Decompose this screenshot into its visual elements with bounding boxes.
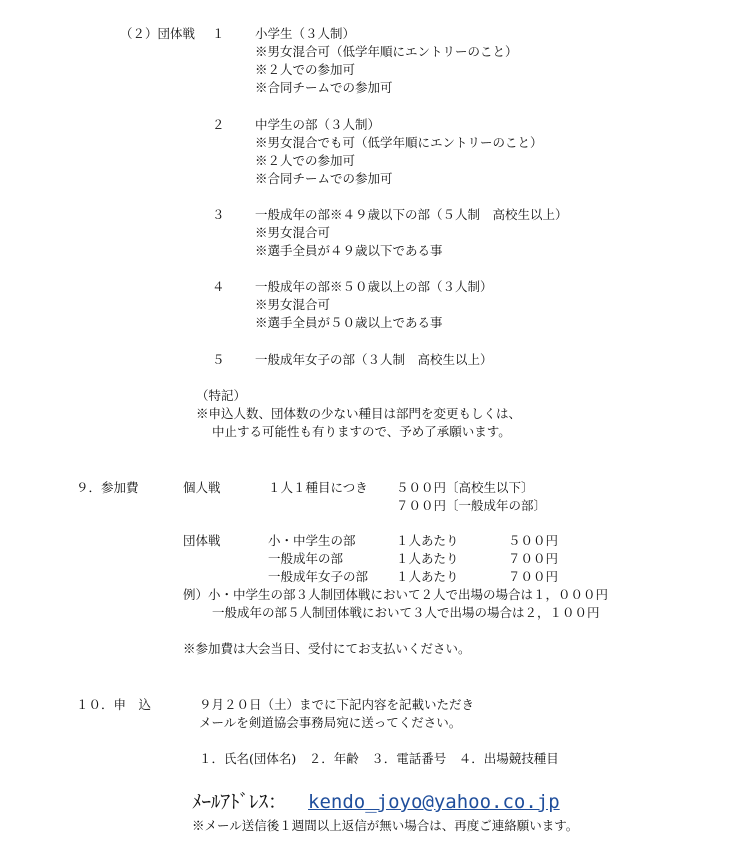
fee-individual-price-1: ５００円〔高校生以下〕 [396,480,534,495]
fee-team-row-1-category: 小・中学生の部 [268,533,356,548]
team-heading: （２）団体戦 [120,26,196,41]
apply-fields: １．氏名(団体名) ２．年齢 ３．電話番号 ４．出場競技種目 [199,751,559,766]
fee-team-row-1-price: ５００円 [508,533,559,548]
email-footnote: ※メール送信後１週間以上返信が無い場合は、再度ご連絡願います。 [192,818,579,833]
team-item-1-note-2: ※２人での参加可 [255,62,356,77]
fee-team-row-1-unit: １人あたり [396,533,459,548]
team-item-3-title: 一般成年の部※４９歳以下の部（５人制 高校生以上） [255,207,568,222]
team-item-3-num: ３ [212,207,225,222]
special-label: （特記） [196,388,247,403]
fee-team-label: 団体戦 [183,533,221,548]
fee-team-row-3-price: ７００円 [508,569,559,584]
team-item-2-note-3: ※合同チームでの参加可 [255,171,393,186]
team-item-2-note-2: ※２人での参加可 [255,153,356,168]
team-item-4-note-2: ※選手全員が５０歳以上である事 [255,315,443,330]
team-item-4-num: ４ [212,279,225,294]
team-item-1-note-3: ※合同チームでの参加可 [255,80,393,95]
team-item-4-note-1: ※男女混合可 [255,297,331,312]
team-item-3-note-1: ※男女混合可 [255,225,331,240]
team-item-1-note-1: ※男女混合可（低学年順にエントリーのこと） [255,44,518,59]
fee-note: ※参加費は大会当日、受付にてお支払いください。 [183,641,471,656]
special-line-1: ※申込人数、団体数の少ない種目は部門を変更もしくは、 [196,406,522,421]
fee-example-1: 例）小・中学生の部３人制団体戦において２人で出場の場合は１，０００円 [183,587,609,602]
fee-team-row-2-price: ７００円 [508,551,559,566]
email-link[interactable]: kendo_joyo@yahoo.co.jp [308,791,560,813]
team-item-2-title: 中学生の部（３人制） [255,117,381,132]
fee-team-row-2-category: 一般成年の部 [268,551,344,566]
fee-individual-unit: １人１種目につき [268,480,368,495]
email-label: ﾒｰﾙｱﾄﾞﾚｽ： [192,791,288,813]
team-item-3-note-2: ※選手全員が４９歳以下である事 [255,243,443,258]
special-line-2: 中止する可能性も有りますので、予め了承願います。 [212,424,511,439]
team-item-1-title: 小学生（３人制） [255,26,356,41]
team-item-4-title: 一般成年の部※５０歳以上の部（３人制） [255,279,493,294]
team-item-5-num: ５ [212,352,225,367]
apply-line-2: メールを剣道協会事務局宛に送ってください。 [199,715,462,730]
fee-team-row-3-unit: １人あたり [396,569,459,584]
apply-heading: １０．申 込 [76,697,152,712]
fee-individual-label: 個人戦 [183,480,221,495]
fee-individual-price-2: ７００円〔一般成年の部〕 [396,498,547,513]
apply-line-1: ９月２０日（土）までに下記内容を記載いただき [199,697,475,712]
fee-team-row-3-category: 一般成年女子の部 [268,569,369,584]
fee-example-2: 一般成年の部５人制団体戦において３人で出場の場合は２，１００円 [212,605,600,620]
team-item-5-title: 一般成年女子の部（３人制 高校生以上） [255,352,493,367]
fee-team-row-2-unit: １人あたり [396,551,459,566]
fee-heading: ９．参加費 [76,480,139,495]
team-item-1-num: １ [212,26,225,41]
team-item-2-note-1: ※男女混合でも可（低学年順にエントリーのこと） [255,135,543,150]
team-item-2-num: ２ [212,117,225,132]
